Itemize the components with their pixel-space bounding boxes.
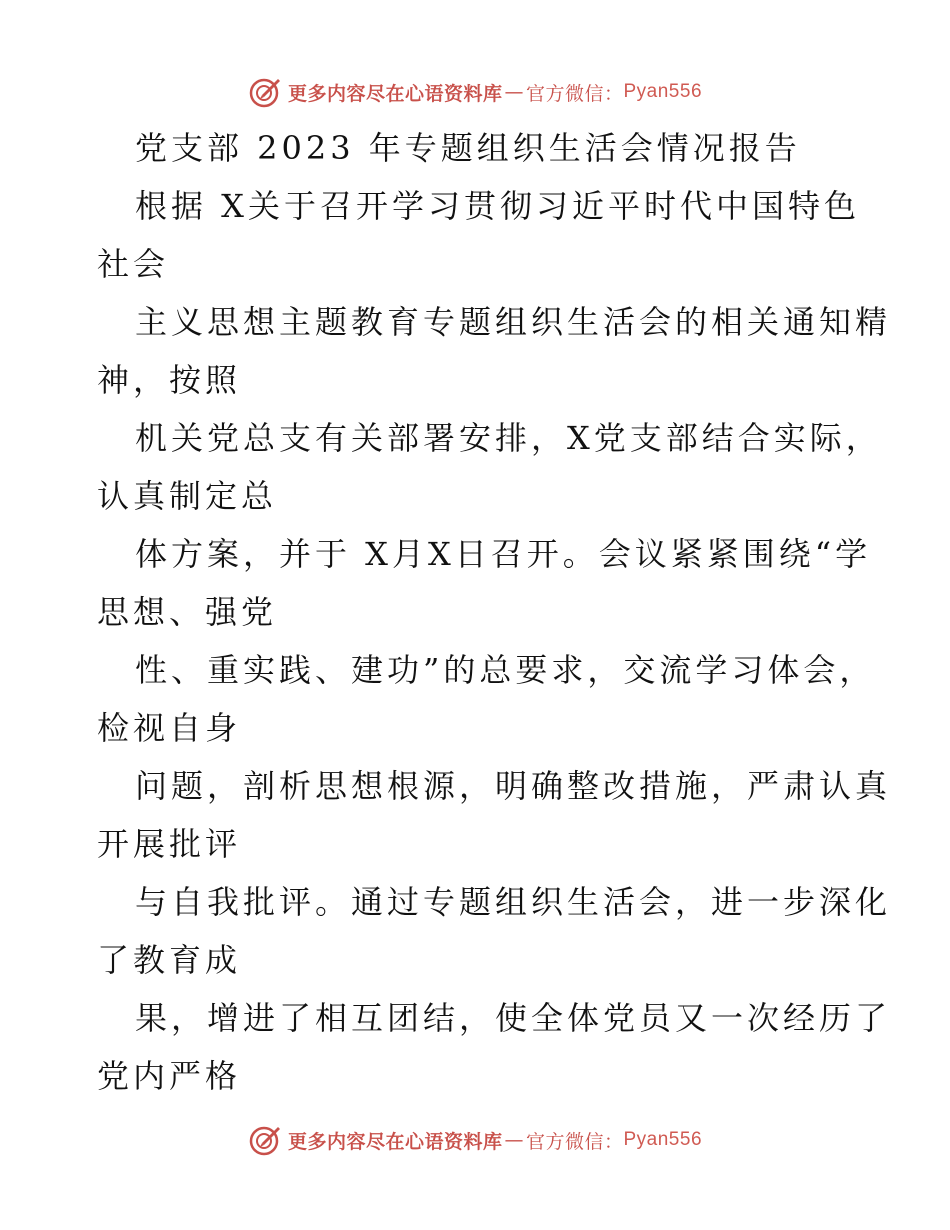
body-line: 问题，剖析思想根源，明确整改措施，严肃认真 bbox=[135, 767, 892, 805]
body-line: 思想、强党 bbox=[97, 593, 278, 631]
watermark-sub-text: 官方微信： bbox=[525, 1130, 624, 1153]
watermark-footer bbox=[0, 1120, 950, 1160]
body-line: 果，增进了相互团结，使全体党员又一次经历了 bbox=[135, 999, 892, 1037]
body-line: 性、重实践、建功”的总要求，交流学习体会， bbox=[135, 651, 876, 689]
pen-logo-icon bbox=[248, 75, 282, 109]
body-line: 社会 bbox=[97, 245, 170, 283]
pen-logo-icon bbox=[248, 1123, 282, 1157]
body-line: 根据 X关于召开学习贯彻习近平时代中国特色 bbox=[135, 187, 860, 225]
body-line: 认真制定总 bbox=[97, 477, 278, 515]
body-line: 检视自身 bbox=[97, 709, 242, 747]
watermark-sub-text: 官方微信： bbox=[525, 82, 624, 105]
watermark-main-text: 更多内容尽在心语资料库 bbox=[287, 82, 503, 105]
body-line: 机关党总支有关部署安排，X党支部结合实际， bbox=[135, 419, 882, 457]
body-line: 开展批评 bbox=[97, 825, 242, 863]
body-line: 党内严格 bbox=[97, 1057, 242, 1095]
watermark-dash: — bbox=[504, 81, 524, 103]
watermark-id-text: Pyan556 bbox=[623, 1129, 703, 1150]
body-line: 体方案，并于 X月X日召开。会议紧紧围绕“学 bbox=[135, 535, 872, 573]
watermark-id-text: Pyan556 bbox=[623, 81, 703, 102]
body-line: 了教育成 bbox=[97, 941, 242, 979]
watermark-header bbox=[0, 72, 950, 112]
body-line: 与自我批评。通过专题组织生活会，进一步深化 bbox=[135, 883, 892, 921]
watermark-dash: — bbox=[504, 1129, 524, 1151]
watermark-main-text: 更多内容尽在心语资料库 bbox=[287, 1130, 503, 1153]
body-line: 神，按照 bbox=[97, 361, 242, 399]
document-title: 党支部 2023 年专题组织生活会情况报告 bbox=[135, 129, 801, 167]
body-line: 主义思想主题教育专题组织生活会的相关通知精 bbox=[135, 303, 892, 341]
